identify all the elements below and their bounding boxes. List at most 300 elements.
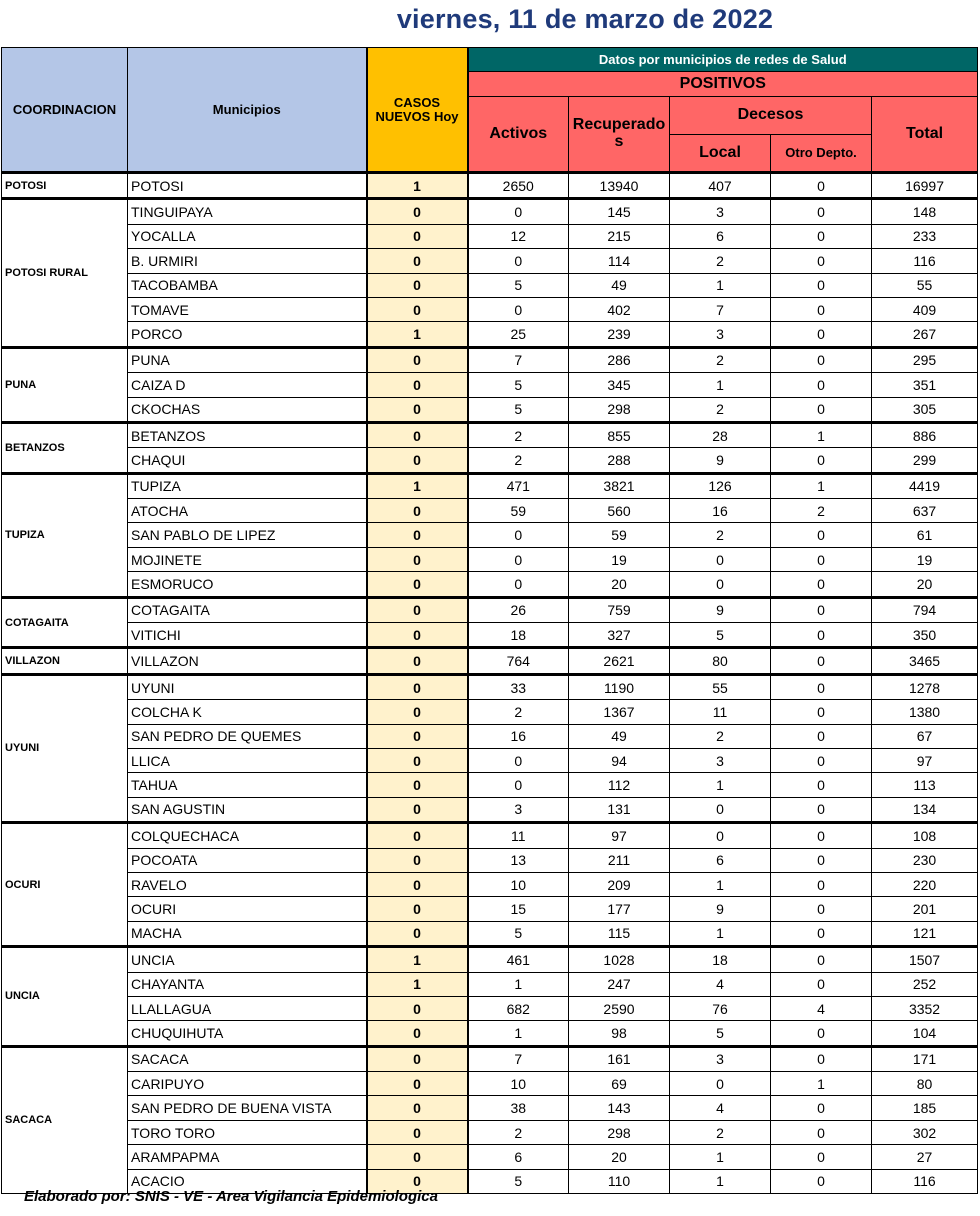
recuperados-cell: 161 — [569, 1046, 670, 1071]
table-row — [2, 173, 978, 199]
municipio-cell: CAIZA D — [128, 373, 367, 397]
table-row — [2, 597, 978, 622]
recuperados-cell: 69 — [569, 1072, 670, 1096]
table-row — [2, 797, 978, 822]
table-row — [2, 1021, 978, 1046]
total-cell: 1507 — [872, 947, 978, 972]
otro-depto-cell: 0 — [771, 1046, 872, 1071]
local-cell: 2 — [670, 347, 771, 372]
otro-depto-cell: 0 — [771, 823, 872, 848]
local-cell: 4 — [670, 1096, 771, 1120]
casos-nuevos-cell: 0 — [367, 1021, 468, 1046]
recuperados-cell: 288 — [569, 448, 670, 473]
table-row — [2, 1072, 978, 1096]
municipio-cell: CHUQUIHUTA — [128, 1021, 367, 1046]
table-row — [2, 872, 978, 896]
municipio-cell: MACHA — [128, 921, 367, 946]
otro-depto-cell: 0 — [771, 797, 872, 822]
table-row — [2, 996, 978, 1020]
total-cell: 116 — [872, 249, 978, 273]
municipio-cell: MOJINETE — [128, 547, 367, 571]
table-row — [2, 1145, 978, 1169]
otro-depto-cell: 0 — [771, 273, 872, 297]
local-cell: 1 — [670, 1169, 771, 1193]
local-cell: 407 — [670, 173, 771, 199]
table-row — [2, 700, 978, 724]
casos-nuevos-cell: 0 — [367, 397, 468, 422]
activos-cell: 0 — [468, 297, 569, 321]
table-row — [2, 572, 978, 597]
otro-depto-cell: 0 — [771, 173, 872, 199]
table-row — [2, 397, 978, 422]
recuperados-cell: 560 — [569, 499, 670, 523]
table-row — [2, 499, 978, 523]
local-cell: 11 — [670, 700, 771, 724]
municipio-cell: SAN PABLO DE LIPEZ — [128, 523, 367, 547]
activos-cell: 0 — [468, 748, 569, 772]
total-cell: 116 — [872, 1169, 978, 1193]
local-cell: 28 — [670, 422, 771, 447]
municipio-cell: TACOBAMBA — [128, 273, 367, 297]
total-cell: 55 — [872, 273, 978, 297]
local-cell: 3 — [670, 748, 771, 772]
coordinacion-cell: BETANZOS — [2, 422, 128, 473]
activos-cell: 0 — [468, 572, 569, 597]
activos-cell: 5 — [468, 397, 569, 422]
header-municipios: Municipios — [128, 48, 367, 173]
table-row — [2, 947, 978, 972]
casos-nuevos-cell: 0 — [367, 448, 468, 473]
recuperados-cell: 177 — [569, 897, 670, 921]
table-row — [2, 1096, 978, 1120]
recuperados-cell: 49 — [569, 273, 670, 297]
otro-depto-cell: 2 — [771, 499, 872, 523]
table-row — [2, 1120, 978, 1144]
table-row — [2, 1046, 978, 1071]
municipio-cell: OCURI — [128, 897, 367, 921]
total-cell: 220 — [872, 872, 978, 896]
activos-cell: 11 — [468, 823, 569, 848]
local-cell: 0 — [670, 823, 771, 848]
recuperados-cell: 145 — [569, 199, 670, 224]
table-row — [2, 297, 978, 321]
municipio-cell: SACACA — [128, 1046, 367, 1071]
municipio-cell: ESMORUCO — [128, 572, 367, 597]
casos-nuevos-cell: 0 — [367, 199, 468, 224]
municipio-cell: ATOCHA — [128, 499, 367, 523]
total-cell: 3465 — [872, 648, 978, 674]
total-cell: 121 — [872, 921, 978, 946]
otro-depto-cell: 0 — [771, 648, 872, 674]
activos-cell: 5 — [468, 1169, 569, 1193]
footer-credit: Elaborado por: SNIS - VE - Area Vigilancia Epidemiologica — [24, 1188, 438, 1205]
otro-depto-cell: 0 — [771, 373, 872, 397]
recuperados-cell: 759 — [569, 597, 670, 622]
table-row — [2, 972, 978, 996]
otro-depto-cell: 0 — [771, 547, 872, 571]
municipio-cell: SAN AGUSTIN — [128, 797, 367, 822]
total-cell: 3352 — [872, 996, 978, 1020]
casos-nuevos-cell: 0 — [367, 572, 468, 597]
activos-cell: 7 — [468, 1046, 569, 1071]
local-cell: 1 — [670, 872, 771, 896]
recuperados-cell: 1190 — [569, 674, 670, 699]
activos-cell: 0 — [468, 773, 569, 797]
total-cell: 230 — [872, 848, 978, 872]
local-cell: 3 — [670, 1046, 771, 1071]
municipio-cell: UNCIA — [128, 947, 367, 972]
recuperados-cell: 131 — [569, 797, 670, 822]
casos-nuevos-cell: 0 — [367, 523, 468, 547]
table-row — [2, 823, 978, 848]
local-cell: 3 — [670, 199, 771, 224]
local-cell: 9 — [670, 597, 771, 622]
recuperados-cell: 110 — [569, 1169, 670, 1193]
activos-cell: 7 — [468, 347, 569, 372]
table-body — [2, 173, 978, 1194]
activos-cell: 0 — [468, 249, 569, 273]
otro-depto-cell: 0 — [771, 523, 872, 547]
local-cell: 126 — [670, 473, 771, 498]
casos-nuevos-cell: 1 — [367, 473, 468, 498]
table-row — [2, 648, 978, 674]
municipio-cell: CHAYANTA — [128, 972, 367, 996]
recuperados-cell: 1028 — [569, 947, 670, 972]
casos-nuevos-cell: 0 — [367, 623, 468, 648]
coordinacion-cell: UNCIA — [2, 947, 128, 1047]
recuperados-cell: 19 — [569, 547, 670, 571]
otro-depto-cell: 0 — [771, 397, 872, 422]
otro-depto-cell: 0 — [771, 972, 872, 996]
activos-cell: 2650 — [468, 173, 569, 199]
municipio-cell: TOMAVE — [128, 297, 367, 321]
table-row — [2, 322, 978, 347]
municipio-cell: SAN PEDRO DE BUENA VISTA — [128, 1096, 367, 1120]
recuperados-cell: 247 — [569, 972, 670, 996]
recuperados-cell: 286 — [569, 347, 670, 372]
otro-depto-cell: 0 — [771, 448, 872, 473]
recuperados-cell: 94 — [569, 748, 670, 772]
recuperados-cell: 327 — [569, 623, 670, 648]
table-row — [2, 547, 978, 571]
activos-cell: 1 — [468, 1021, 569, 1046]
recuperados-cell: 2590 — [569, 996, 670, 1020]
table-row — [2, 897, 978, 921]
otro-depto-cell: 0 — [771, 1145, 872, 1169]
recuperados-cell: 112 — [569, 773, 670, 797]
total-cell: 61 — [872, 523, 978, 547]
recuperados-cell: 20 — [569, 1145, 670, 1169]
local-cell: 0 — [670, 797, 771, 822]
municipio-cell: UYUNI — [128, 674, 367, 699]
coordinacion-cell: PUNA — [2, 347, 128, 422]
local-cell: 16 — [670, 499, 771, 523]
municipio-cell: VILLAZON — [128, 648, 367, 674]
municipio-cell: ACACIO — [128, 1169, 367, 1193]
total-cell: 794 — [872, 597, 978, 622]
municipio-cell: POCOATA — [128, 848, 367, 872]
otro-depto-cell: 0 — [771, 947, 872, 972]
casos-nuevos-cell: 1 — [367, 322, 468, 347]
local-cell: 2 — [670, 724, 771, 748]
otro-depto-cell: 0 — [771, 921, 872, 946]
activos-cell: 0 — [468, 523, 569, 547]
table-row — [2, 249, 978, 273]
municipio-cell: POTOSI — [128, 173, 367, 199]
otro-depto-cell: 0 — [771, 199, 872, 224]
total-cell: 67 — [872, 724, 978, 748]
recuperados-cell: 2621 — [569, 648, 670, 674]
table-row — [2, 373, 978, 397]
activos-cell: 12 — [468, 224, 569, 248]
table-row — [2, 773, 978, 797]
coordinacion-cell: OCURI — [2, 823, 128, 947]
casos-nuevos-cell: 0 — [367, 921, 468, 946]
total-cell: 409 — [872, 297, 978, 321]
table-row — [2, 748, 978, 772]
total-cell: 637 — [872, 499, 978, 523]
recuperados-cell: 98 — [569, 1021, 670, 1046]
casos-nuevos-cell: 0 — [367, 1072, 468, 1096]
casos-nuevos-cell: 0 — [367, 347, 468, 372]
casos-nuevos-cell: 0 — [367, 996, 468, 1020]
otro-depto-cell: 0 — [771, 724, 872, 748]
total-cell: 171 — [872, 1046, 978, 1071]
activos-cell: 18 — [468, 623, 569, 648]
casos-nuevos-cell: 0 — [367, 1169, 468, 1193]
casos-nuevos-cell: 0 — [367, 674, 468, 699]
otro-depto-cell: 0 — [771, 623, 872, 648]
table-row — [2, 347, 978, 372]
casos-nuevos-cell: 0 — [367, 823, 468, 848]
recuperados-cell: 114 — [569, 249, 670, 273]
recuperados-cell: 1367 — [569, 700, 670, 724]
recuperados-cell: 298 — [569, 397, 670, 422]
table-row — [2, 674, 978, 699]
header-otro-depto: Otro Depto. — [771, 135, 872, 173]
local-cell: 0 — [670, 547, 771, 571]
header-activos: Activos — [468, 97, 569, 173]
municipio-cell: LLALLAGUA — [128, 996, 367, 1020]
casos-nuevos-cell: 0 — [367, 547, 468, 571]
total-cell: 4419 — [872, 473, 978, 498]
local-cell: 0 — [670, 572, 771, 597]
municipio-cell: ARAMPAPMA — [128, 1145, 367, 1169]
total-cell: 350 — [872, 623, 978, 648]
header-datos: Datos por municipios de redes de Salud — [468, 48, 978, 72]
local-cell: 1 — [670, 373, 771, 397]
recuperados-cell: 59 — [569, 523, 670, 547]
municipio-cell: B. URMIRI — [128, 249, 367, 273]
table-row — [2, 921, 978, 946]
otro-depto-cell: 1 — [771, 1072, 872, 1096]
otro-depto-cell: 0 — [771, 748, 872, 772]
local-cell: 0 — [670, 1072, 771, 1096]
casos-nuevos-cell: 0 — [367, 773, 468, 797]
activos-cell: 682 — [468, 996, 569, 1020]
total-cell: 113 — [872, 773, 978, 797]
header-recuperados: Recuperados — [569, 97, 670, 173]
total-cell: 267 — [872, 322, 978, 347]
activos-cell: 25 — [468, 322, 569, 347]
casos-nuevos-cell: 0 — [367, 797, 468, 822]
total-cell: 1278 — [872, 674, 978, 699]
header-total: Total — [872, 97, 978, 173]
recuperados-cell: 143 — [569, 1096, 670, 1120]
total-cell: 302 — [872, 1120, 978, 1144]
total-cell: 185 — [872, 1096, 978, 1120]
table-row — [2, 623, 978, 648]
otro-depto-cell: 0 — [771, 1096, 872, 1120]
local-cell: 1 — [670, 273, 771, 297]
casos-nuevos-cell: 0 — [367, 273, 468, 297]
otro-depto-cell: 0 — [771, 848, 872, 872]
recuperados-cell: 215 — [569, 224, 670, 248]
header-decesos: Decesos — [670, 97, 872, 135]
municipio-cell: VITICHI — [128, 623, 367, 648]
coordinacion-cell: SACACA — [2, 1046, 128, 1193]
table-row — [2, 273, 978, 297]
activos-cell: 38 — [468, 1096, 569, 1120]
activos-cell: 2 — [468, 448, 569, 473]
recuperados-cell: 402 — [569, 297, 670, 321]
otro-depto-cell: 0 — [771, 347, 872, 372]
activos-cell: 10 — [468, 1072, 569, 1096]
total-cell: 134 — [872, 797, 978, 822]
local-cell: 6 — [670, 224, 771, 248]
casos-nuevos-cell: 0 — [367, 249, 468, 273]
table-row — [2, 448, 978, 473]
otro-depto-cell: 0 — [771, 1169, 872, 1193]
casos-nuevos-cell: 0 — [367, 224, 468, 248]
local-cell: 1 — [670, 921, 771, 946]
total-cell: 108 — [872, 823, 978, 848]
activos-cell: 3 — [468, 797, 569, 822]
total-cell: 305 — [872, 397, 978, 422]
coordinacion-cell: UYUNI — [2, 674, 128, 822]
municipio-cell: CKOCHAS — [128, 397, 367, 422]
activos-cell: 16 — [468, 724, 569, 748]
municipio-cell: TAHUA — [128, 773, 367, 797]
table-row — [2, 724, 978, 748]
municipio-cell: COTAGAITA — [128, 597, 367, 622]
local-cell: 5 — [670, 623, 771, 648]
local-cell: 18 — [670, 947, 771, 972]
local-cell: 5 — [670, 1021, 771, 1046]
local-cell: 9 — [670, 448, 771, 473]
total-cell: 252 — [872, 972, 978, 996]
recuperados-cell: 13940 — [569, 173, 670, 199]
casos-nuevos-cell: 1 — [367, 173, 468, 199]
activos-cell: 764 — [468, 648, 569, 674]
table-row — [2, 473, 978, 498]
total-cell: 20 — [872, 572, 978, 597]
otro-depto-cell: 0 — [771, 322, 872, 347]
header-coordinacion: COORDINACION — [2, 48, 128, 173]
municipio-cell: YOCALLA — [128, 224, 367, 248]
coordinacion-cell: VILLAZON — [2, 648, 128, 674]
municipio-cell: CARIPUYO — [128, 1072, 367, 1096]
casos-nuevos-cell: 1 — [367, 947, 468, 972]
otro-depto-cell: 4 — [771, 996, 872, 1020]
municipio-cell: COLQUECHACA — [128, 823, 367, 848]
recuperados-cell: 209 — [569, 872, 670, 896]
activos-cell: 15 — [468, 897, 569, 921]
total-cell: 16997 — [872, 173, 978, 199]
recuperados-cell: 855 — [569, 422, 670, 447]
casos-nuevos-cell: 0 — [367, 648, 468, 674]
table-row — [2, 523, 978, 547]
total-cell: 1380 — [872, 700, 978, 724]
local-cell: 1 — [670, 1145, 771, 1169]
local-cell: 3 — [670, 322, 771, 347]
activos-cell: 2 — [468, 700, 569, 724]
total-cell: 104 — [872, 1021, 978, 1046]
activos-cell: 2 — [468, 422, 569, 447]
total-cell: 19 — [872, 547, 978, 571]
total-cell: 299 — [872, 448, 978, 473]
total-cell: 886 — [872, 422, 978, 447]
coordinacion-cell: TUPIZA — [2, 473, 128, 597]
local-cell: 2 — [670, 1120, 771, 1144]
municipio-cell: TORO TORO — [128, 1120, 367, 1144]
local-cell: 55 — [670, 674, 771, 699]
municipio-cell: CHAQUI — [128, 448, 367, 473]
total-cell: 295 — [872, 347, 978, 372]
casos-nuevos-cell: 0 — [367, 724, 468, 748]
activos-cell: 461 — [468, 947, 569, 972]
casos-nuevos-cell: 1 — [367, 972, 468, 996]
otro-depto-cell: 0 — [771, 1120, 872, 1144]
activos-cell: 59 — [468, 499, 569, 523]
municipio-cell: PUNA — [128, 347, 367, 372]
municipio-cell: BETANZOS — [128, 422, 367, 447]
casos-nuevos-cell: 0 — [367, 748, 468, 772]
page-title: viernes, 11 de marzo de 2022 — [396, 4, 774, 34]
municipio-cell: TUPIZA — [128, 473, 367, 498]
local-cell: 2 — [670, 397, 771, 422]
otro-depto-cell: 0 — [771, 224, 872, 248]
otro-depto-cell: 0 — [771, 674, 872, 699]
local-cell: 80 — [670, 648, 771, 674]
otro-depto-cell: 0 — [771, 249, 872, 273]
otro-depto-cell: 0 — [771, 872, 872, 896]
otro-depto-cell: 0 — [771, 297, 872, 321]
otro-depto-cell: 0 — [771, 597, 872, 622]
casos-nuevos-cell: 0 — [367, 1096, 468, 1120]
recuperados-cell: 20 — [569, 572, 670, 597]
casos-nuevos-cell: 0 — [367, 700, 468, 724]
recuperados-cell: 97 — [569, 823, 670, 848]
recuperados-cell: 298 — [569, 1120, 670, 1144]
recuperados-cell: 345 — [569, 373, 670, 397]
otro-depto-cell: 0 — [771, 897, 872, 921]
local-cell: 2 — [670, 523, 771, 547]
activos-cell: 471 — [468, 473, 569, 498]
activos-cell: 0 — [468, 199, 569, 224]
recuperados-cell: 239 — [569, 322, 670, 347]
municipio-cell: LLICA — [128, 748, 367, 772]
local-cell: 9 — [670, 897, 771, 921]
municipio-cell: PORCO — [128, 322, 367, 347]
casos-nuevos-cell: 0 — [367, 1120, 468, 1144]
recuperados-cell: 115 — [569, 921, 670, 946]
table-row — [2, 848, 978, 872]
recuperados-cell: 211 — [569, 848, 670, 872]
municipio-cell: COLCHA K — [128, 700, 367, 724]
total-cell: 97 — [872, 748, 978, 772]
casos-nuevos-cell: 0 — [367, 872, 468, 896]
